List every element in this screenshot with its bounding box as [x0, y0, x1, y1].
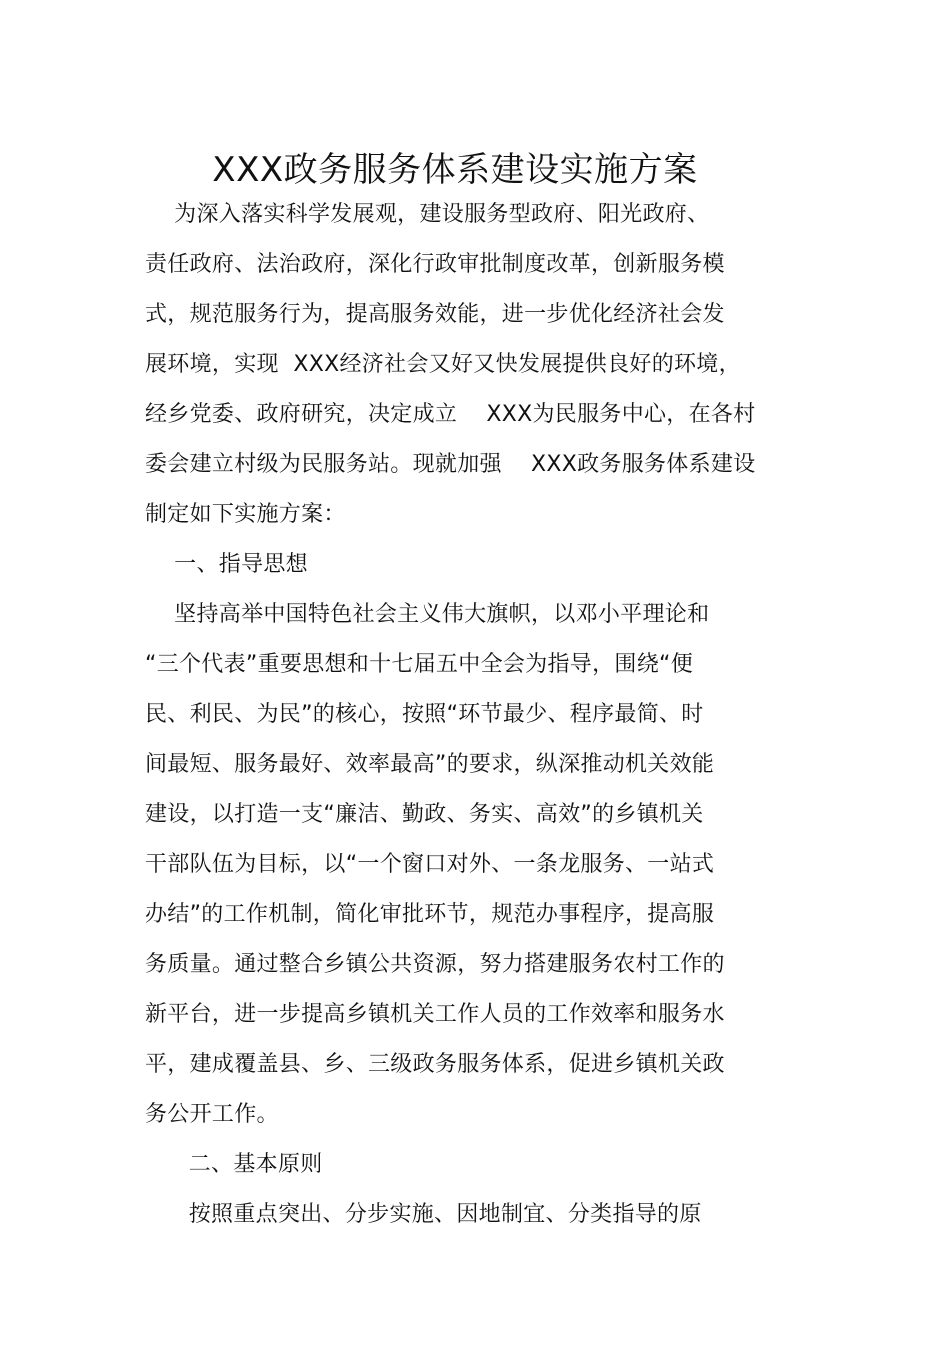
body-line: 务质量。通过整合乡镇公共资源，努力搭建服务农村工作的: [145, 952, 725, 977]
body-line: 式，规范服务行为，提高服务效能，进一步优化经济社会发: [145, 302, 725, 327]
body-line: 经乡党委、政府研究，决定成立 XXX为民服务中心，在各村: [145, 402, 756, 427]
body-line: 平，建成覆盖县、乡、三级政务服务体系，促进乡镇机关政: [145, 1052, 725, 1077]
body-line: 制定如下实施方案：: [145, 502, 346, 527]
document-title: XXX政务服务体系建设实施方案: [212, 150, 698, 190]
body-line: 为深入落实科学发展观，建设服务型政府、阳光政府、: [145, 202, 710, 227]
body-line: 建设，以打造一支“廉洁、勤政、务实、高效”的乡镇机关: [145, 802, 704, 827]
section-heading: 一、指导思想: [145, 552, 308, 577]
section-heading: 二、基本原则: [145, 1152, 323, 1177]
body-line: 委会建立村级为民服务站。现就加强 XXX政务服务体系建设: [145, 452, 756, 477]
body-line: 新平台，进一步提高乡镇机关工作人员的工作效率和服务水: [145, 1002, 725, 1027]
body-line: 民、利民、为民”的核心，按照“环节最少、程序最简、时: [145, 702, 704, 727]
body-line: 务公开工作。: [145, 1102, 279, 1127]
body-line: “三个代表”重要思想和十七届五中全会为指导，围绕“便: [145, 652, 693, 677]
body-line: 展环境，实现 XXX经济社会又好又快发展提供良好的环境，: [145, 352, 741, 377]
body-line: 责任政府、法治政府，深化行政审批制度改革，创新服务模: [145, 252, 725, 277]
body-line: 按照重点突出、分步实施、因地制宜、分类指导的原: [145, 1202, 702, 1227]
body-line: 坚持高举中国特色社会主义伟大旗帜，以邓小平理论和: [145, 602, 710, 627]
body-line: 办结”的工作机制，简化审批环节，规范办事程序，提高服: [145, 902, 715, 927]
body-line: 干部队伍为目标，以“一个窗口对外、一条龙服务、一站式: [145, 852, 715, 877]
body-line: 间最短、服务最好、效率最高”的要求，纵深推动机关效能: [145, 752, 715, 777]
